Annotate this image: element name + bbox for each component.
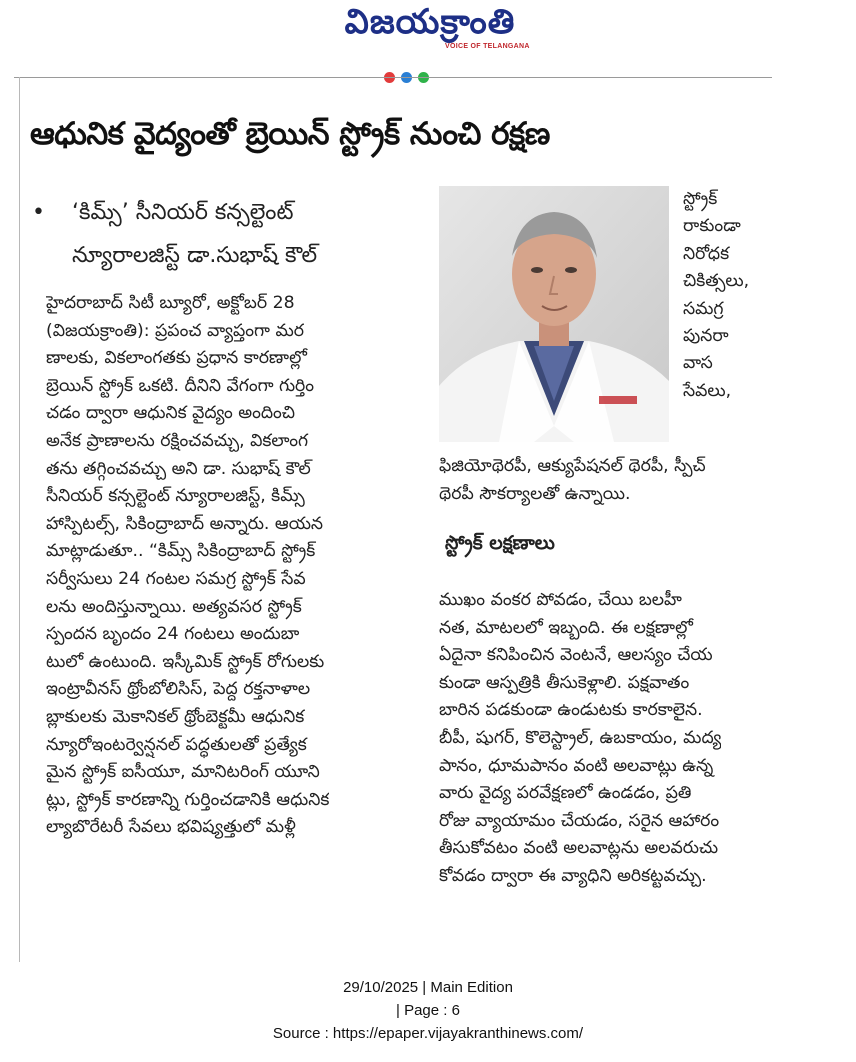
- article-right-column-bottom: [439, 587, 721, 891]
- text-line: ణాలకు, వికలాంగతకు ప్రధాన కారణాల్లో: [46, 348, 307, 369]
- doctor-portrait-image: [439, 186, 669, 442]
- page-margin-line: [19, 77, 20, 962]
- text-line: స్పందన బృందం 24 గంటలు అందుబా: [46, 624, 300, 645]
- footer-page: | Page : 6: [396, 1002, 460, 1019]
- text-line: ఇంట్రావీనస్ థ్రోంబోలిసిస్, పెద్ద రక్తనాళాల: [46, 679, 311, 700]
- text-line: నిరోధక: [683, 243, 730, 264]
- text-line: ల్యాబొరేటరీ సేవలు భవిష్యత్తులో మళ్లీ: [46, 817, 296, 838]
- subheadline-line-2: న్యూరాలజిస్ట్ డా.సుభాష్ కౌల్: [72, 243, 318, 268]
- text-line: (విజయక్రాంతి): ప్రపంచ వ్యాప్తంగా మర: [46, 320, 304, 341]
- text-line: హాస్పిటల్స్, సికింద్రాబాద్ అన్నారు. ఆయన: [46, 513, 324, 534]
- masthead: [0, 0, 856, 60]
- text-line: స్ట్రోక్: [683, 189, 718, 209]
- article-side-column: [683, 186, 749, 405]
- text-line: తీసుకోవటం వంటి అలవాట్లను అలవరుచు: [439, 838, 719, 859]
- text-line: ముఖం వంకర పోవడం, చేయి బలహీ: [439, 590, 682, 610]
- text-line: అనేక ప్రాణాలను రక్షించవచ్చు, వికలాంగ: [46, 430, 309, 451]
- text-line: లను అందిస్తున్నాయి. అత్యవసర స్ట్రోక్: [46, 596, 302, 617]
- text-line: చికిత్సలు,: [683, 271, 750, 292]
- text-line: ఫిజియోథెరపీ, ఆక్యుపేషనల్ థెరపీ, స్పీచ్: [439, 456, 706, 476]
- doctor-photo: [439, 186, 669, 442]
- text-line: తను తగ్గించవచ్చు అని డా. సుభాష్ కౌల్: [46, 458, 311, 479]
- text-line: హైదరాబాద్ సిటీ బ్యూరో, అక్టోబర్ 28: [46, 293, 295, 313]
- bullet-icon: •: [32, 200, 45, 225]
- text-line: పానం, ధూమపానం వంటి అలవాట్లు ఉన్న: [439, 755, 714, 776]
- text-line: మైన స్ట్రోక్ ఐసీయూ, మానిటరింగ్ యూని: [46, 762, 320, 783]
- article-right-column-top: [439, 453, 706, 508]
- text-line: సేవలు,: [683, 380, 732, 401]
- footer-source: Source : https://epaper.vijayakranthinews.com/: [272, 1025, 584, 1042]
- text-line: సీనియర్ కన్సల్టెంట్ న్యూరాలజిస్ట్, కిమ్స్: [46, 486, 305, 507]
- newspaper-tagline: VOICE OF TELANGANA: [445, 43, 530, 50]
- text-line: న్యూరోఇంటర్వెన్షనల్ పద్ధతులతో ప్రత్యేక: [46, 734, 307, 755]
- text-line: మాట్లాడుతూ.. “కిమ్స్ సికింద్రాబాద్ స్ట్రోక్: [46, 541, 316, 562]
- section-heading: స్ట్రోక్ లక్షణాలు: [445, 532, 555, 554]
- text-line: నత, మాటలలో ఇబ్బంది. ఈ లక్షణాల్లో: [439, 617, 693, 638]
- text-line: బారిన పడకుండా ఉండుటకు కారకాలైన.: [439, 700, 703, 721]
- text-line: వారు వైద్య పరవేక్షణలో ఉండడం, ప్రతి: [439, 783, 692, 804]
- text-line: ట్లు, స్ట్రోక్ కారణాన్ని గుర్తించడానికి ఆధునిక: [46, 789, 330, 810]
- text-line: సర్వీసులు 24 గంటల సమగ్ర స్ట్రోక్ సేవ: [46, 568, 306, 589]
- footer-date-edition: 29/10/2025 | Main Edition: [343, 979, 513, 996]
- text-line: బ్లాకులకు మెకానికల్ థ్రోంబెక్టమీ ఆధునిక: [46, 706, 305, 727]
- text-line: రాకుండా: [683, 216, 741, 237]
- text-line: వాస: [683, 353, 713, 374]
- article-headline: ఆధునిక వైద్యంతో బ్రెయిన్ స్ట్రోక్ నుంచి రక్షణ: [30, 116, 550, 152]
- color-dots: [384, 72, 434, 84]
- text-line: రోజు వ్యాయామం చేయడం, సరైన ఆహారం: [439, 810, 720, 831]
- text-line: కుండా ఆస్పత్రికి తీసుకెళ్లాలి. పక్షవాతం: [439, 672, 690, 693]
- text-line: పునరా: [683, 325, 729, 346]
- text-line: థెరపీ సౌకర్యాలతో ఉన్నాయి.: [439, 483, 631, 504]
- text-line: బ్రెయిన్ స్ట్రోక్ ఒకటి. దీనిని వేగంగా గుర్తిం: [46, 375, 315, 396]
- article-body-left-column: [46, 290, 329, 842]
- text-line: చడం ద్వారా ఆధునిక వైద్యం అందించి: [46, 403, 296, 424]
- text-line: టులో ఉంటుంది. ఇస్కీమిక్ స్ట్రోక్ రోగులకు: [46, 651, 325, 672]
- text-line: ఏదైనా కనిపించిన వెంటనే, ఆలస్యం చేయ: [439, 645, 713, 666]
- subheadline-line-1: ‘కిమ్స్’ సీనియర్ కన్సల్టెంట్: [72, 200, 294, 225]
- header-divider: [14, 77, 772, 78]
- newspaper-logo: విజయక్రాంతి: [344, 2, 516, 42]
- text-line: బీపీ, షుగర్, కొలెస్ట్రాల్, ఉబకాయం, మద్య: [439, 727, 722, 748]
- text-line: సమగ్ర: [683, 298, 724, 319]
- text-line: కోవడం ద్వారా ఈ వ్యాధిని అరికట్టవచ్చు.: [439, 865, 707, 886]
